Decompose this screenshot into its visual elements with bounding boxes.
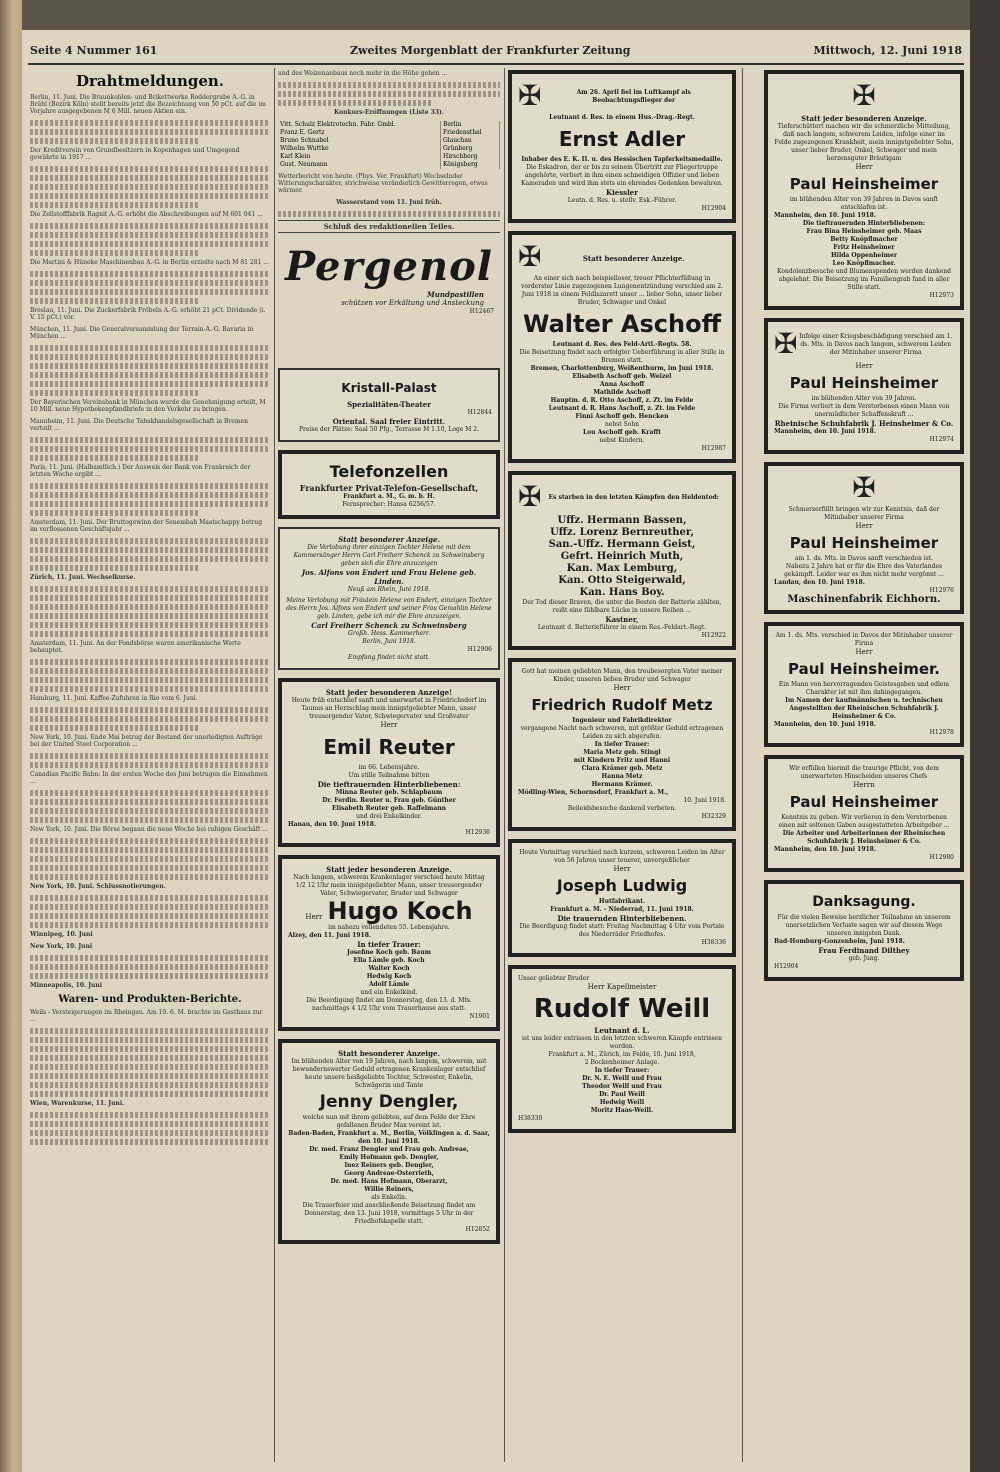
family-member: und ein Enkelkind. (360, 989, 418, 996)
ad-herr: Herr (855, 362, 873, 370)
news-heading: Winnipeg, 10. Juni (30, 931, 93, 938)
ad-text: vergangene Nacht nach schweren, mit größter Geduld ertragenen Leiden zu sich abgerufen. (520, 725, 724, 740)
ad-funeral: Die Beerdigung findet am Donnerstag, den 13. d. Mts. nachmittags 4 1/2 Uhr vom Trauerhause aus statt. (306, 997, 472, 1012)
family-member: Georg Andreae-Osterrieth, (344, 1170, 434, 1177)
ad-text: Die Eskadron, der er bis zu seinem Übertritt zur Fliegertruppe angehörte, verliert in ihm einen schneidigen Offizier und lieben Kameraden und wird ihm stets ein ehrendes Gedenken bewahren. (521, 164, 723, 187)
table-row (278, 137, 500, 145)
ad-code: H12973 (929, 292, 954, 299)
ad-place: Bad-Homburg-Gonzenheim, Juni 1918. (774, 938, 905, 945)
firm-name: Die Arbeiter und Arbeiterinnen der Rheinischen Schuhfabrik J. Heinsheimer & Co. (782, 830, 946, 845)
firm-name: Im Namen der kaufmännischen u. technischen Angestellten der Rheinischen Schuhfabrik J. Heinsheimer & Co. (785, 697, 943, 720)
ad-text: Schmerzerfüllt bringen wir zur Kenntnis, daß der Mitinhaber unserer Firma (788, 506, 940, 521)
metz-ad (508, 658, 736, 831)
deceased-name: Rudolf Weill (533, 994, 711, 1024)
ad-code: H12904 (701, 205, 726, 212)
family-member: Hermann Krämer. (591, 781, 653, 788)
family-member: und drei Enkelkinder. (356, 813, 422, 820)
ad-text: Am 1. ds. Mts. verschied in Davos der Mitinhaber unserer Firma (775, 632, 953, 647)
aschoff-ad (508, 231, 736, 463)
table-row (278, 129, 500, 137)
table-cell: Wilhelm Wuttke (278, 145, 440, 153)
family-member: Anna Aschoff (599, 381, 645, 388)
family-member: Dr. med. Hans Hofmann, Oberarzt, (330, 1178, 448, 1185)
family-title: In tiefer Trauer: (594, 741, 650, 748)
ad-place: Frankfurt a. M. - Niederrad, 11. Juni 1918. (550, 906, 694, 913)
ad-sign: Kastner, (605, 615, 639, 624)
ad-text: Heute früh entschlief sanft und unerwartet in Friedrichsdorf im Taunus an Herzschlag mein innigstgeliebter Mann, unser treusorgender Vater, Schwiegervater und Großvater (291, 697, 487, 720)
table-cell: Gust. Neumann (278, 161, 440, 169)
ad-code: H32329 (701, 813, 726, 820)
bassen-ad (508, 471, 736, 650)
kristall-line: Oriental. Saal freier Eintritt. (332, 417, 446, 426)
ad-herr: Herr (305, 913, 323, 921)
ad-text: Es starben in den letzten Kämpfen den Heldentod: (548, 494, 719, 501)
family-member: Frau Bina Heinsheimer geb. Maas (806, 228, 922, 235)
heinsheimer-ad-4 (764, 622, 964, 747)
iron-cross-icon: ✠ (518, 79, 542, 112)
ad-text: Die Verlobung ihrer einzigen Tochter Helene mit dem Kammersänger Herrn Carl Freiherr Schenck zu Schweinsberg geben sich die Ehre anzuzeigen (293, 544, 485, 567)
ad-text: Der Tod dieser Braven, die unter die Besten der Batterie zählten, reißt eine fühlbare Lücke in unsere Reihen ... (522, 599, 722, 614)
family-member: Clara Krämer geb. Metz (581, 765, 663, 772)
telefon-sub: Frankfurter Privat-Telefon-Gesellschaft, (299, 483, 479, 493)
fallen-soldier: Uffz. Lorenz Bernreuther, (550, 527, 694, 538)
family-member: Mathilde Aschoff (593, 389, 651, 396)
fallen-soldier: Kan. Hans Boy. (579, 587, 665, 598)
ad-place: Neuß am Rhein, Juni 1918. (347, 586, 431, 593)
family-member: Inez Reiners geb. Dengler, (344, 1162, 434, 1169)
family-member: nebst Kindern. (599, 437, 645, 444)
ad-rank: Leutnant d. Res. des Feld-Artl.-Regts. 58. (552, 341, 692, 348)
ad-address: 2 Bockenheimer Anlage. (584, 1059, 660, 1066)
ad-age: im blühenden Alter von 39 Jahren. (811, 395, 917, 402)
ad-herr: Herrn (853, 781, 875, 789)
ad-code: H12906 (467, 646, 492, 653)
family-member: Elisabeth Aschoff geb. Weizel (572, 373, 672, 380)
ad-funeral: Die Trauerfeier und anschließende Beisetzung findet am Donnerstag, den 13. Juni 1918, vormittags 5 Uhr in der Friedhofskapelle statt. (302, 1202, 476, 1225)
konkurs-title: Konkurs-Eröffnungen (Liste 33). (334, 109, 444, 116)
family-member: Ella Lämle geb. Koch (353, 957, 425, 964)
ad-sub: Inhaber des E. K. II. u. des Hessischen Tapferkeitsmedaille. (521, 156, 723, 163)
ad-heading: Statt jeder besonderen Anzeige. (801, 114, 927, 123)
ad-text: Kenntnis zu geben. Wir verlieren in dem Verstorbenen einen mit seltenen Gaben ausgestatteten Arbeitgeber ... (778, 814, 950, 829)
pergenol-ad (278, 238, 500, 360)
ad-herr: Herr Kapellmeister (587, 983, 657, 991)
kristall-ad (278, 368, 500, 442)
family-title: Die tieftrauernden Hinterbliebenen: (802, 220, 926, 227)
telefon-phone: Fernsprecher: Hansa 6256/57. (342, 501, 436, 508)
deceased-name: Jenny Dengler, (319, 1092, 459, 1112)
ad-footer: Beileidsbesuche dankend verbeten. (567, 805, 677, 812)
heinsheimer-ad-5 (764, 755, 964, 872)
dengler-ad (278, 1039, 500, 1244)
ad-code: H12467 (469, 308, 494, 315)
konkurs-table (278, 121, 500, 169)
family-member: Dr. med. Franz Dengler und Frau geb. Andreae, (309, 1146, 469, 1153)
family-title: Die trauernden Hinterbliebenen. (557, 914, 687, 923)
deceased-name: Joseph Ludwig (556, 876, 688, 895)
ad-text: Unser geliebter Bruder (518, 975, 590, 982)
news-paragraph: München, 11. Juni. Die Generalversammlung der Terrain-A.-G. Bavaria in München ... (30, 326, 254, 340)
ad-sign: Frau Ferdinand Dilthey (818, 946, 910, 955)
news-paragraph: und des Weizenanbaus noch mehr in die Höhe gehen ... (278, 70, 448, 77)
ad-age: im 66. Lebensjahre. (358, 764, 420, 771)
family-member: Minna Reuter geb. Schlapbaum (335, 789, 443, 796)
verlobung-ad (278, 527, 500, 670)
family-member: Hedwig Weill (599, 1099, 645, 1106)
ad-place: Mannheim, den 10. Juni 1918. (774, 428, 876, 435)
ad-place: Hanau, den 10. Juni 1918. (288, 821, 377, 828)
ad-title: Großh. Hess. Kammerherr. (348, 630, 430, 637)
family-member: Maria Metz geb. Stingl (583, 749, 661, 756)
ad-sub: Hutfabrikant. (598, 898, 646, 905)
ad-place: Baden-Baden, Frankfurt a. M., Berlin, Völklingen a. d. Saar, den 10. Juni 1918. (288, 1130, 490, 1145)
ad-text: welche nun mit ihrem geliebten, auf dem Felde der Ehre gefallenen Bruder Max vereint ist. (302, 1114, 476, 1129)
family-member: Dr. Ferdin. Reuter u. Frau geb. Günther (322, 797, 456, 804)
news-paragraph: Hamburg, 11. Juni. Kaffee-Zufuhren in Rio vom 6. Juni. (30, 695, 198, 702)
ad-herr: Herr (855, 522, 873, 530)
ad-place: Landau, den 10. Juni 1918. (774, 579, 865, 586)
ad-heading: Statt jeder besonderen Anzeige. (326, 865, 452, 874)
family-member: Lou Aschoff geb. Krafft (582, 429, 662, 436)
table-row (278, 121, 500, 129)
deceased-name: Emil Reuter (323, 735, 455, 759)
ad-heading: Danksagung. (812, 894, 916, 910)
iron-cross-icon: ✠ (852, 471, 876, 504)
column-divider (742, 68, 743, 1462)
ad-text: Heute Vormittag verschied nach kurzem, schweren Leiden im Alter von 56 Jahren unser teuerer, unvergeßlicher (519, 849, 725, 864)
ad-text: Wir erfüllen hiermit die traurige Pflicht, von dem unerwarteten Hinscheiden unseres Chefs (789, 765, 939, 780)
ad-herr: Herr (613, 865, 631, 873)
ad-rank: Leutnant d. L. (594, 1026, 650, 1035)
ad-place: Mannheim, den 10. Juni 1918. (774, 212, 876, 219)
koch-ad (278, 855, 500, 1031)
header-rule (28, 63, 964, 65)
deceased-name: Paul Heinsheimer (789, 534, 939, 552)
news-paragraph: Paris, 11. Juni. (Halbamtlich.) Der Ausweis der Bank von Frankreich der letzten Woche ergibt ... (30, 464, 251, 478)
ad-text: Ein Mann von hervorragenden Geistesgaben und edlem Charakter ist mit ihm dahingegangen. (778, 681, 950, 696)
fallen-soldier: Kan. Otto Steigerwald, (558, 575, 686, 586)
ad-place: Mannheim, den 10. Juni 1918. (774, 721, 876, 728)
book-binding (0, 0, 22, 1472)
ad-sub: Ingenieur und Fabrikdirektor (572, 717, 672, 724)
family-member: Walter Koch (368, 965, 410, 972)
ad-text: Meine Verlobung mit Fräulein Helene von Endert, einzigen Tochter des Herrn Jos. Alfons von Endert und seiner Frau Gemahlin Helene geb. Linden, gebe ich mir die Ehre anzuzeigen. (286, 597, 492, 620)
danksagung-ad (764, 880, 964, 981)
ad-place: Berlin, Juni 1918. (362, 638, 416, 645)
table-cell: Franz E. Gertz (278, 129, 440, 137)
header-right: Mittwoch, 12. Juni 1918 (813, 44, 962, 57)
ad-place: Bremen, Charlottenburg, Weißenthurm, im Juni 1918. (530, 365, 714, 372)
wasserstand-title: Wasserstand vom 11. Juni früh. (336, 199, 442, 206)
deceased-name: Paul Heinsheimer. (788, 660, 940, 678)
firm-name: Maschinenfabrik Eichhorn. (787, 594, 941, 605)
ad-code: H38330 (518, 1115, 543, 1122)
ad-text: An einer sich nach beispielloser, treuer Pflichterfüllung in vorderster Linie zugezogenen Lungenentzündung verschied am 2. Juni 1918 in einem Feldlazarett unser ... lieber Sohn, unser lieber Bruder, Schwager und Onkel (520, 275, 724, 306)
table-row (278, 161, 500, 169)
table-cell: Königsberg (440, 161, 499, 169)
news-paragraph: Die Zellstofffabrik Ragnit A.-G. erhöht die Abschreibungen auf M 601 041 ... (30, 211, 263, 218)
ad-code: N1901 (469, 1013, 490, 1020)
adler-ad (508, 70, 736, 223)
news-heading: Minneapolis, 10. Juni (30, 982, 103, 989)
family-member: Fritz Heinsheimer (833, 244, 895, 251)
ad-code: H12987 (701, 445, 726, 452)
fallen-soldier: Uffz. Hermann Bassen, (557, 515, 687, 526)
deceased-name: Ernst Adler (558, 127, 686, 151)
ad-sign-sub: Leutn. d. Res. u. stellv. Esk.-Führer. (567, 197, 677, 204)
news-paragraph: Amsterdam, 11. Juni. An der Fondsbörse waren amerikanische Werte behauptet. (30, 640, 241, 654)
pergenol-brand: Pergenol (285, 243, 493, 290)
ad-heading: Statt besonderer Anzeige. (338, 535, 440, 544)
iron-cross-icon: ✠ (518, 240, 542, 273)
ad-code: H12976 (929, 587, 954, 594)
table-cell: Berlin (440, 121, 499, 129)
weather-report: Wetterbericht von heute. (Phys. Ver. Frankfurt) Wechselnder Witterungscharakter, strichweise veränderlich Gewitterregen, etwas wärmer. (278, 173, 488, 194)
news-paragraph: Weils - Versteigerungen im Rheingau. Am 10. 6. M. brachte im Gasthaus zur ... (30, 1009, 263, 1023)
family-member: Theodor Weill und Frau (582, 1083, 662, 1090)
section-title-waren: Waren- und Produkten-Berichte. (58, 994, 242, 1005)
firm-name: Rheinische Schuhfabrik J. Heinsheimer & Co. (774, 419, 954, 428)
section-title-drahtmeldungen: Drahtmeldungen. (75, 72, 225, 90)
family-member: Hanna Metz (601, 773, 643, 780)
page-edge (970, 0, 1000, 1472)
ad-age: im blühenden Alter von 39 Jahren in Davos sanft entschlafen ist. (789, 196, 939, 211)
kristall-sub: Spezialitäten-Theater (347, 400, 431, 409)
ad-herr: Herr (855, 163, 873, 171)
heinsheimer-ad-2 (764, 318, 964, 454)
column-divider (504, 68, 505, 1462)
family-member: Dr. Paul Weill (599, 1091, 645, 1098)
news-paragraph: Die Martini & Hüneke Maschinenbau A.-G. in Berlin erzielte nach M 81 281 ... (30, 259, 269, 266)
column-divider (274, 68, 275, 1462)
family-member: Elisabeth Reuter geb. Raffelmann (331, 805, 447, 812)
ad-place: Alzey, den 11. Juni 1918. (288, 932, 371, 939)
ad-code: H12974 (929, 436, 954, 443)
ad-names: Jos. Alfons von Endert und Frau Helene geb. Linden. (301, 568, 477, 586)
ad-age: am 1. ds. Mts. in Davos sanft verschieden ist. (794, 555, 934, 562)
ad-date: 10. Juni 1918. (683, 797, 726, 804)
family-title: In tiefer Trauer: (357, 940, 421, 949)
family-title: In tiefer Trauer: (594, 1067, 650, 1074)
paper-sheet (22, 30, 970, 1472)
ad-place: Mödling-Wien, Schornsdorf, Frankfurt a. M., (518, 789, 669, 796)
family-member: Leutnant d. R. Hans Aschoff, z. Zt. im Felde (548, 405, 696, 412)
weill-ad (508, 965, 736, 1133)
family-member: Josefine Koch geb. Baum (347, 949, 431, 956)
family-member: Hilda Oppenheimer (831, 252, 897, 259)
iron-cross-icon: ✠ (518, 480, 542, 513)
ad-text: Gott hat meinen geliebten Mann, den treubesorgten Vater meiner Kinder, unseren lieben Bruder und Schwager (521, 668, 723, 683)
family-member: als Enkelin. (371, 1194, 407, 1201)
page-header (30, 44, 962, 62)
ad-code: H12936 (465, 829, 490, 836)
news-paragraph: Mannheim, 11. Juni. Die Deutsche Tabakhandelsgesellschaft in Bremen verteilt ... (30, 418, 248, 432)
header-center: Zweites Morgenblatt der Frankfurter Zeitung (350, 44, 631, 57)
kristall-title: Kristall-Palast (341, 381, 437, 395)
family-member: Hauptm. d. R. Otto Aschoff, z. Zt. im Felde (550, 397, 694, 404)
family-member: mit Kindern Fritz und Hanni (573, 757, 671, 764)
deceased-name: Hugo Koch (327, 897, 473, 925)
ad-footer: Kondolenzbesuche und Blumenspenden werden dankend abgelehnt. Die Beisetzung im Familiengrab fand in aller Stille statt. (777, 268, 951, 291)
ad-funeral: Die Beerdigung findet statt: Freitag Nachmittag 4 Uhr vom Portale des Niederräder Friedhofes. (519, 923, 725, 938)
ad-code: H12978 (929, 729, 954, 736)
news-heading: Zürich, 11. Juni. Wechselkurse. (30, 574, 136, 581)
ad-text: Am 26. April fiel im Luftkampf als Beobachtungsflieger der (576, 89, 691, 104)
ad-text: ist uns leider entrissen in den letzten schweren Kämpfe entrissen worden. (522, 1035, 722, 1050)
ad-text: Die Firma verliert in dem Verstorbenen einen Mann von unermüdlicher Schaffenskraft ... (778, 403, 950, 418)
deceased-name: Paul Heinsheimer (789, 175, 939, 193)
news-heading: New York, 10. Juni. Schlussnotierungen. (30, 883, 166, 890)
table-row (278, 145, 500, 153)
ad-code: H12904 (774, 963, 799, 970)
family-member: Finni Aschoff geb. Hencken (575, 413, 669, 420)
end-editorial: Schluß des redaktionellen Teiles. (278, 220, 500, 233)
table-cell: Grünberg (440, 145, 499, 153)
ad-herr: Herr (613, 684, 631, 692)
deceased-name: Paul Heinsheimer (789, 793, 939, 811)
family-member: Moritz Haas-Weill. (590, 1107, 654, 1114)
ad-code: H12922 (701, 632, 726, 639)
heinsheimer-ad-1 (764, 70, 964, 310)
ad-herr: Herr (380, 721, 398, 729)
ad-heading: Statt besonderer Anzeige. (338, 1049, 440, 1058)
ad-text: Im blühenden Alter von 19 Jahren, nach langem, schwerem, mit bewundernswerter Geduld ertragenen Krankenlager entschlief heute unsere heißgeliebte Tochter, Schwester, Enkelin, Schwägerin und Tante (291, 1058, 487, 1089)
ad-text: Um stille Teilnahme bitten (348, 772, 430, 779)
telefon-ad (278, 450, 500, 519)
ad-place: Mannheim, den 10. Juni 1918. (774, 846, 876, 853)
news-heading: New York, 10. Juni (30, 943, 93, 950)
family-member: Leo Knöpflmacher. (832, 260, 896, 267)
ad-names: Carl Freiherr Schenck zu Schweinsberg (311, 621, 467, 630)
ad-herr: Herr (855, 648, 873, 656)
table-cell: Friedensthal (440, 129, 499, 137)
column-obituaries (508, 70, 736, 1462)
news-paragraph: Amsterdam, 11. Juni. Der Bruttogewinn der Senembah Maatschappy betrug im verflossenen Geschäftsjahr ... (30, 519, 263, 533)
ad-heading: Statt besonderer Anzeige. (582, 253, 685, 263)
family-member: Willie Reiners, (364, 1186, 414, 1193)
header-left: Seite 4 Nummer 161 (30, 44, 158, 57)
heinsheimer-ad-3 (764, 462, 964, 614)
reuter-ad (278, 678, 500, 847)
ad-sign-sub: geb. Jung. (848, 955, 880, 962)
news-heading: Wien, Warenkurse, 11. Juni. (30, 1100, 125, 1107)
table-cell: Vitt. Schulz Elektrotechn. Fabr. Gmbl. (278, 121, 440, 129)
news-paragraph: Der Kreditverein von Grundbesitzern in Kopenhagen und Umgegend gewährte in 1917 ... (30, 147, 240, 161)
deceased-name: Friedrich Rudolf Metz (531, 696, 713, 714)
ad-text: Nach langem, schwerem Krankenlager verschied heute Mittag 1/2 12 Uhr mein innigstgeliebter Mann, unser treusorgender Vater, Schwiegervater, Bruder und Schwager (293, 874, 485, 897)
news-paragraph: Canadian Pacific Bahn: In der ersten Woche des Juni betrugen die Einnahmen ... (30, 771, 268, 785)
ad-text: Infolge einer Kriegsbeschädigung verschied am 1. ds. Mts. in Davos nach langem, schwerem Leiden der Mitinhaber unserer Firma (799, 333, 953, 356)
kristall-prices: Preise der Plätze: Saal 50 Pfg., Terrasse M 1.10, Loge M 2. (298, 426, 480, 433)
news-paragraph: Breslau, 11. Juni. Die Zuckerfabrik Fröbeln A.-G. erhöht 21 pCt. Dividende (i. V. 15 pCt.) vor. (30, 307, 266, 321)
family-member: Hedwig Koch (366, 973, 412, 980)
table-cell: Karl Klein (278, 153, 440, 161)
ludwig-ad (508, 839, 736, 957)
ad-code: H38336 (701, 939, 726, 946)
ad-footer: Empfang findet nicht statt. (347, 654, 431, 661)
ad-age: im nahezu vollendeten 55. Lebensjahre. (328, 924, 450, 931)
ad-text: Für die vielen Beweise herzlicher Teilnahme an unserem unersetzlichen Verluste sagen wir auf diesem Wege unseren innigsten Dank. (777, 914, 951, 937)
family-member: Betty Knöpflmacher (830, 236, 898, 243)
iron-cross-icon: ✠ (774, 327, 798, 360)
table-cell: Hirschberg (440, 153, 499, 161)
family-member: Dr. N. E. Weill und Frau (582, 1075, 662, 1082)
column-mixed (278, 70, 500, 1462)
pergenol-tagline: Mundpastillen (427, 290, 484, 299)
deceased-name: Paul Heinsheimer (789, 374, 939, 392)
deceased-name: Walter Aschoff (522, 310, 722, 338)
table-row (278, 153, 500, 161)
table-cell: Glauchau (440, 137, 499, 145)
telefon-addr: Frankfurt a. M., G. m. b. H. (343, 493, 435, 500)
column-heinsheimer (764, 70, 964, 1462)
ad-code: H12980 (929, 854, 954, 861)
news-paragraph: Der Bayerischen Vereinsbank in München wurde die Genehmigung erteilt, M 10 Mill. neue Hypothekenpfandbriefe in den Verkehr zu bringen. (30, 399, 266, 413)
news-paragraph: Berlin, 11. Juni. Die Braunkohlen- und Brikettwerke Roddergrube A.-G. in Brühl (Bezirk Köln) stellt bereits jetzt die Bezeichnung von 50 pCt. auf die im Vorjahre ausgegebenen M 6 Mill. neuen Aktien ein. (30, 94, 266, 115)
iron-cross-icon: ✠ (852, 79, 876, 112)
fallen-soldier: San.-Uffz. Hermann Geist, (548, 539, 696, 550)
fallen-soldier: Kan. Max Lemburg, (566, 563, 678, 574)
telefon-title: Telefonzellen (329, 462, 449, 481)
ad-code: H12844 (467, 409, 492, 416)
column-news (30, 70, 270, 1462)
family-title: Die tieftrauernden Hinterbliebenen: (317, 780, 461, 789)
news-paragraph: New York, 10. Juni. Ende Mai betrug der Bestand der unerledigten Aufträge bei der United Steel Corporation ... (30, 734, 263, 748)
news-paragraph: New York, 10. Juni. Die Börse begann die neue Woche bei ruhigen Geschäft ... (30, 826, 268, 833)
fallen-soldier: Gefrt. Heinrich Muth, (560, 551, 684, 562)
pergenol-subline: schützen vor Erkältung und Ansteckung (341, 299, 484, 307)
ad-text: Die Beisetzung findet nach erfolgter Ueberführung in aller Stille in Bremen statt. (519, 349, 725, 364)
ad-code: H12852 (465, 1226, 490, 1233)
family-member: Emily Hofmann geb. Dengler, (339, 1154, 439, 1161)
ad-text: Tieferschüttert machen wir die schmerzliche Mitteilung, daß nach langem, schwerem Leiden, infolge einer im Felde zugezogenen Krankheit, mein innigstgeliebter Sohn, unser lieber Bruder, Onkel, Schwager und mein herzensguter Bräutigam (774, 123, 954, 162)
ad-place: Frankfurt a. M., Zürich, im Felde, 10. Juni 1918, (548, 1051, 696, 1058)
ad-sign-sub: Leutnant d. Batterieführer in einem Res.-Feldart.-Regt. (537, 624, 707, 631)
ad-text: Nahezu 2 Jahre hat er für die Ehre des Vaterlandes gekämpft. Leider war es ihm nicht mehr vergönnt ... (784, 563, 944, 578)
ad-sign: Kiessler (606, 188, 638, 197)
table-cell: Bruno Schnabel (278, 137, 440, 145)
family-member: nebst Sohn (604, 421, 640, 428)
family-member: Adolf Lämle (368, 981, 410, 988)
ad-heading: Statt jeder besonderen Anzeige! (325, 688, 453, 697)
ad-rank: Leutnant d. Res. in einem Hus.-Drag.-Regt. (549, 114, 695, 121)
